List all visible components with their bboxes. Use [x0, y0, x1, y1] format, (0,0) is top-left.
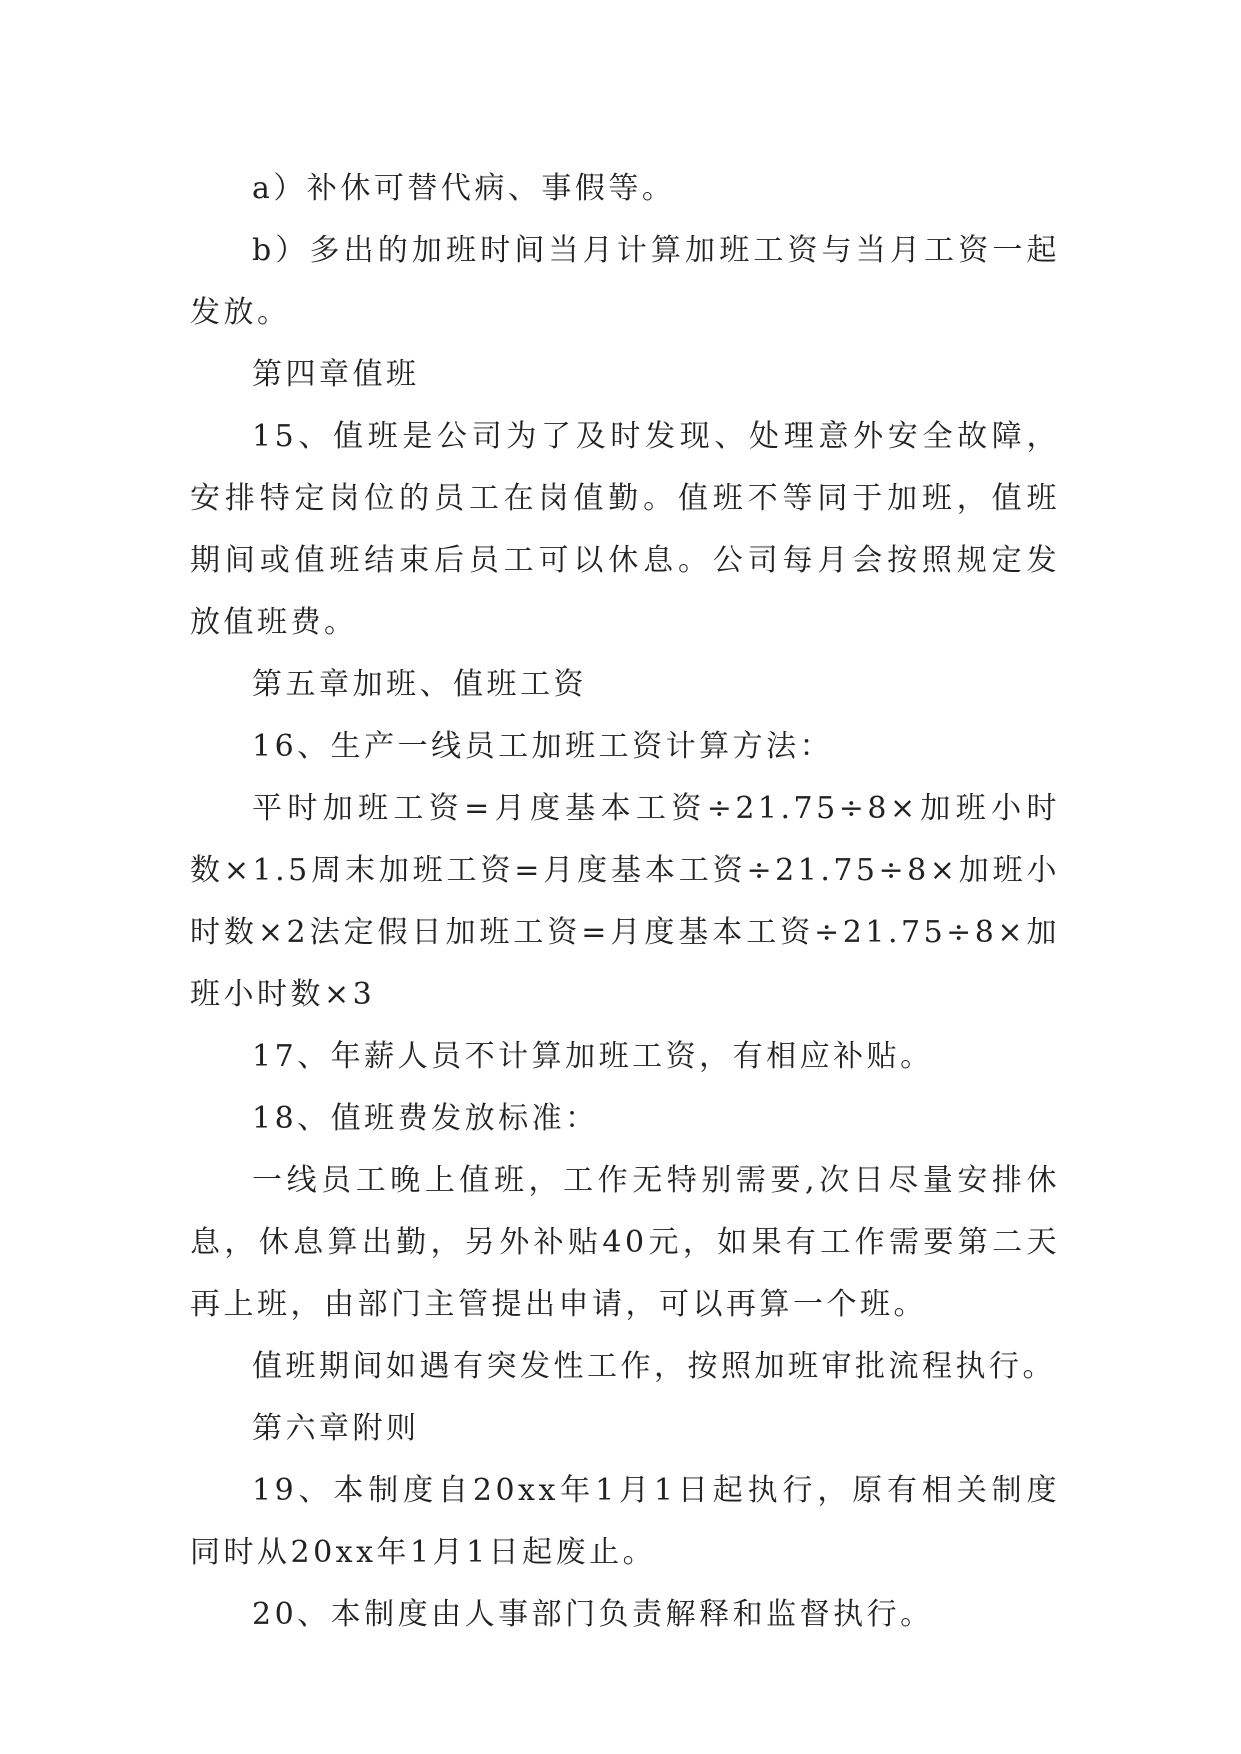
- paragraph-overtime-formulas: 平时加班工资=月度基本工资÷21.75÷8×加班小时数×1.5周末加班工资=月度基本工资÷21.75÷8×加班小时数×2法定假日加班工资=月度基本工资÷21.75÷8×加班小时数×3: [190, 791, 1060, 1012]
- paragraph-emergency-work: 值班期间如遇有突发性工作，按照加班审批流程执行。: [252, 1349, 1056, 1384]
- paragraph-article-16: 16、生产一线员工加班工资计算方法：: [252, 729, 834, 764]
- paragraph-overtime-pay-release: b）多出的加班时间当月计算加班工资与当月工资一起发放。: [190, 233, 1060, 330]
- paragraph-compensatory-leave: a）补休可替代病、事假等。: [252, 171, 676, 206]
- paragraph-night-duty: 一线员工晚上值班，工作无特别需要,次日尽量安排休息，休息算出勤，另外补贴40元，如果有工作需要第二天再上班，由部门主管提出申请，可以再算一个班。: [190, 1163, 1060, 1322]
- chapter-heading-supplementary: 第六章附则: [252, 1411, 420, 1446]
- document-body: [190, 158, 1060, 1646]
- paragraph-article-17: 17、年薪人员不计算加班工资，有相应补贴。: [252, 1039, 934, 1074]
- paragraph-article-19: 19、本制度自20xx年1月1日起执行，原有相关制度同时从20xx年1月1日起废止。: [190, 1473, 1060, 1570]
- paragraph-article-18: 18、值班费发放标准：: [252, 1101, 599, 1136]
- paragraph-article-15: 15、值班是公司为了及时发现、处理意外安全故障，安排特定岗位的员工在岗值勤。值班不等同于加班，值班期间或值班结束后员工可以休息。公司每月会按照规定发放值班费。: [190, 419, 1060, 640]
- chapter-heading-wages: 第五章加班、值班工资: [252, 667, 587, 702]
- paragraph-article-20: 20、本制度由人事部门负责解释和监督执行。: [252, 1597, 934, 1632]
- chapter-heading-duty: 第四章值班: [252, 357, 420, 392]
